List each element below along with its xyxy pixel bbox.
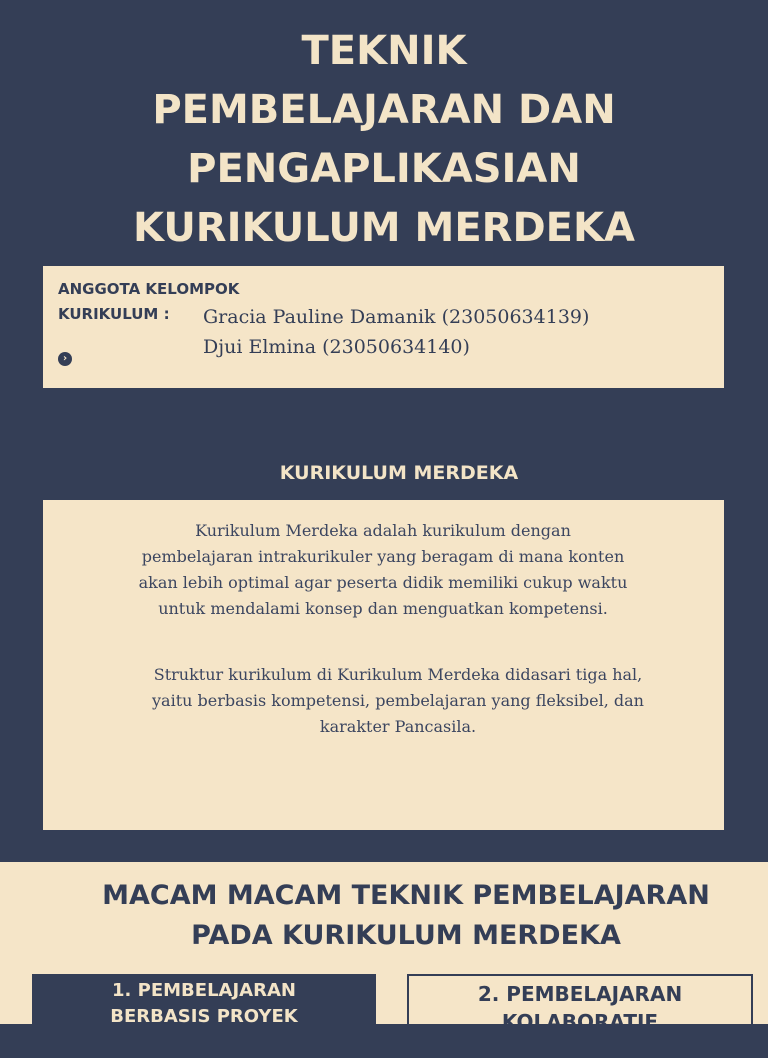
text-line: untuk mendalami konsep dan menguatkan kompetensi.: [158, 599, 608, 618]
members-box: [43, 266, 724, 388]
card-title-line: 2. PEMBELAJARAN: [477, 982, 683, 1006]
technique-card: [407, 974, 753, 1058]
technique-card: [32, 974, 376, 1054]
heading-line: PADA KURIKULUM MERDEKA: [191, 920, 621, 951]
text-line: karakter Pancasila.: [319, 717, 477, 736]
card-title-line: BERBASIS PROYEK: [110, 1006, 298, 1027]
text-line: akan lebih optimal agar peserta didik memiliki cukup waktu: [138, 573, 628, 592]
chevron-right-icon: ›: [58, 352, 72, 366]
title-line: PEMBELAJARAN DAN: [152, 87, 616, 133]
page-title: [0, 22, 768, 258]
members-heading-line: ANGGOTA KELOMPOK: [58, 280, 240, 298]
members-list: [203, 302, 589, 362]
text-line: Kurikulum Merdeka adalah kurikulum dengan: [195, 521, 571, 540]
member-name: Djui Elmina (23050634140): [203, 336, 470, 358]
description-paragraph: [83, 518, 683, 622]
title-line: TEKNIK: [301, 28, 467, 74]
section-heading: KURIKULUM MERDEKA: [279, 462, 519, 484]
text-line: yaitu berbasis kompetensi, pembelajaran yang fleksibel, dan: [152, 691, 644, 710]
card-title-line: 1. PEMBELAJARAN: [112, 980, 296, 1001]
description-box: [43, 500, 724, 830]
member-name: Gracia Pauline Damanik (23050634139): [203, 306, 590, 328]
title-line: PENGAPLIKASIAN: [187, 146, 581, 192]
techniques-heading: [0, 876, 768, 956]
text-line: Struktur kurikulum di Kurikulum Merdeka didasari tiga hal,: [153, 665, 643, 684]
text-line: pembelajaran intrakurikuler yang beragam di mana konten: [141, 547, 625, 566]
description-paragraph: [93, 662, 703, 740]
title-line: KURIKULUM MERDEKA: [133, 205, 635, 251]
card-title-line: KOLABORATIF: [501, 1010, 659, 1034]
members-heading-line: KURIKULUM :: [58, 305, 170, 323]
techniques-panel: [0, 862, 768, 1034]
heading-line: MACAM MACAM TEKNIK PEMBELAJARAN: [102, 880, 710, 911]
